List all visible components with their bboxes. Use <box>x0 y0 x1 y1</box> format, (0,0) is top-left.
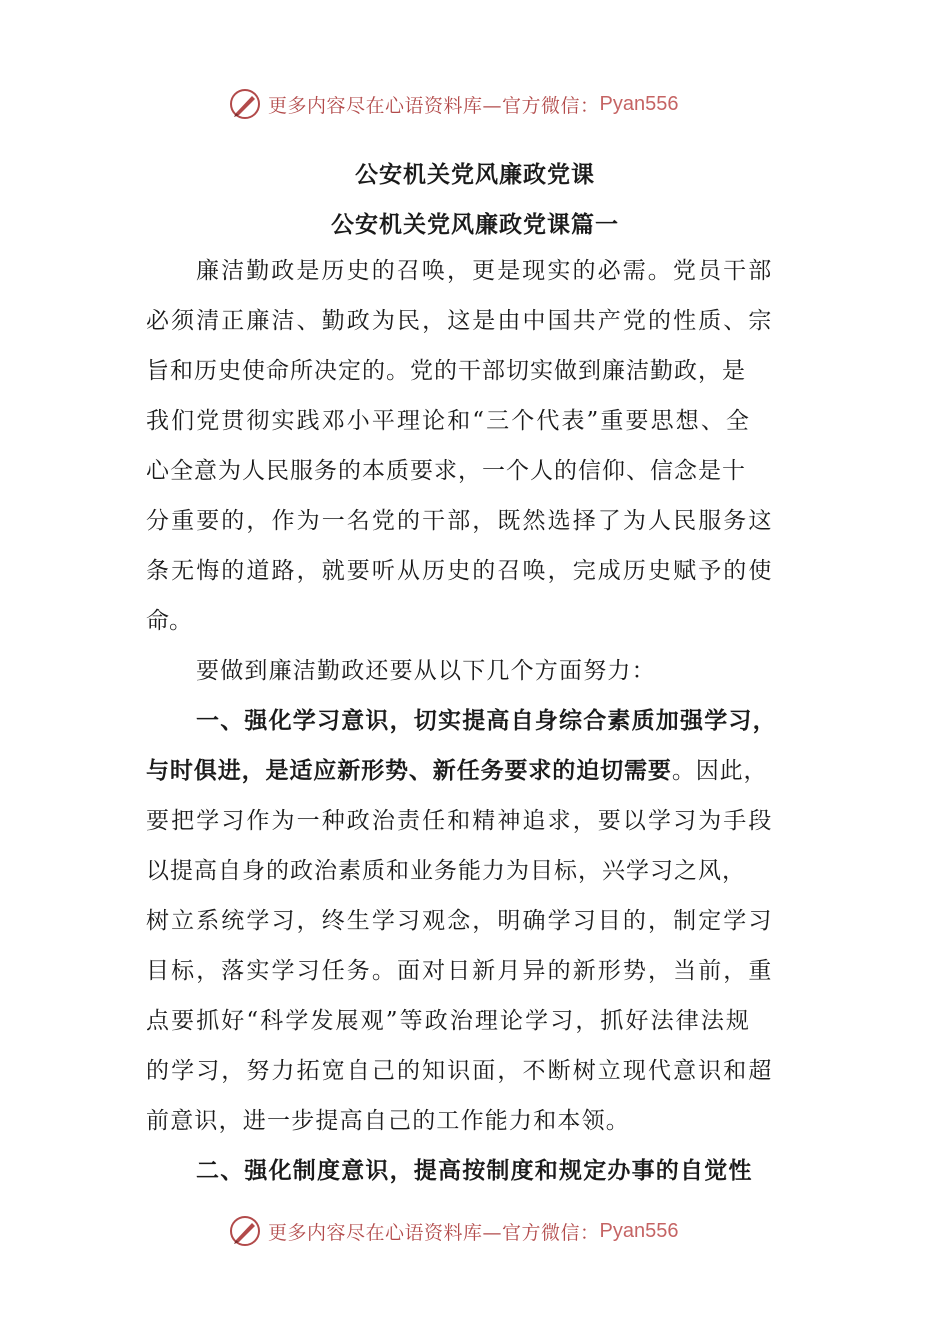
body-line: 要做到廉洁勤政还要从以下几个方面努力： <box>196 658 656 684</box>
heading-two: 二、强化制度意识，提高按制度和规定办事的自觉性 <box>196 1157 753 1184</box>
pen-logo-icon <box>228 1214 262 1248</box>
body-line: 点要抓好“科学发展观”等政治理论学习，抓好法律法规 <box>146 1008 752 1034</box>
body-line: 旨和历史使命所决定的。党的干部切实做到廉洁勤政，是 <box>146 358 746 384</box>
watermark-text: 更多内容尽在心语资料库—官方微信： <box>268 94 600 117</box>
document-subtitle: 公安机关党风廉政党课篇一 <box>331 211 619 238</box>
body-line: 我们党贯彻实践邓小平理论和“三个代表”重要思想、全 <box>146 408 752 434</box>
document-title: 公安机关党风廉政党课 <box>355 161 595 188</box>
heading-one-continued: 与时俱进，是适应新形势、新任务要求的迫切需要 <box>146 757 672 784</box>
body-line: 要把学习作为一种政治责任和精神追求，要以学习为手段 <box>146 808 774 834</box>
watermark-header <box>228 86 678 122</box>
watermark-wechat-id: Pyan556 <box>599 1219 679 1242</box>
watermark-text: 更多内容尽在心语资料库—官方微信： <box>268 1221 600 1244</box>
watermark-footer <box>228 1213 678 1249</box>
body-line: 以提高自身的政治素质和业务能力为目标，兴学习之风， <box>146 858 746 884</box>
heading-one: 一、强化学习意识，切实提高自身综合素质加强学习， <box>196 707 777 734</box>
body-line-mixed <box>146 756 767 786</box>
body-line: 前意识，进一步提高自己的工作能力和本领。 <box>146 1108 630 1134</box>
body-line: 树立系统学习，终生学习观念，明确学习目的，制定学习 <box>146 908 774 934</box>
body-line: 命。 <box>146 608 192 634</box>
body-line-tail: 。因此， <box>671 758 768 784</box>
body-line: 目标，落实学习任务。面对日新月异的新形势，当前，重 <box>146 958 774 984</box>
body-line: 必须清正廉洁、勤政为民，这是由中国共产党的性质、宗 <box>146 308 774 334</box>
body-line: 心全意为人民服务的本质要求，一个人的信仰、信念是十 <box>146 458 746 484</box>
body-line: 条无悔的道路，就要听从历史的召唤，完成历史赋予的使 <box>146 558 774 584</box>
body-line: 的学习，努力拓宽自己的知识面，不断树立现代意识和超 <box>146 1058 774 1084</box>
pen-logo-icon <box>228 87 262 121</box>
body-line: 廉洁勤政是历史的召唤，更是现实的必需。党员干部 <box>196 258 774 284</box>
body-line: 分重要的，作为一名党的干部，既然选择了为人民服务这 <box>146 508 774 534</box>
watermark-wechat-id: Pyan556 <box>599 92 679 115</box>
